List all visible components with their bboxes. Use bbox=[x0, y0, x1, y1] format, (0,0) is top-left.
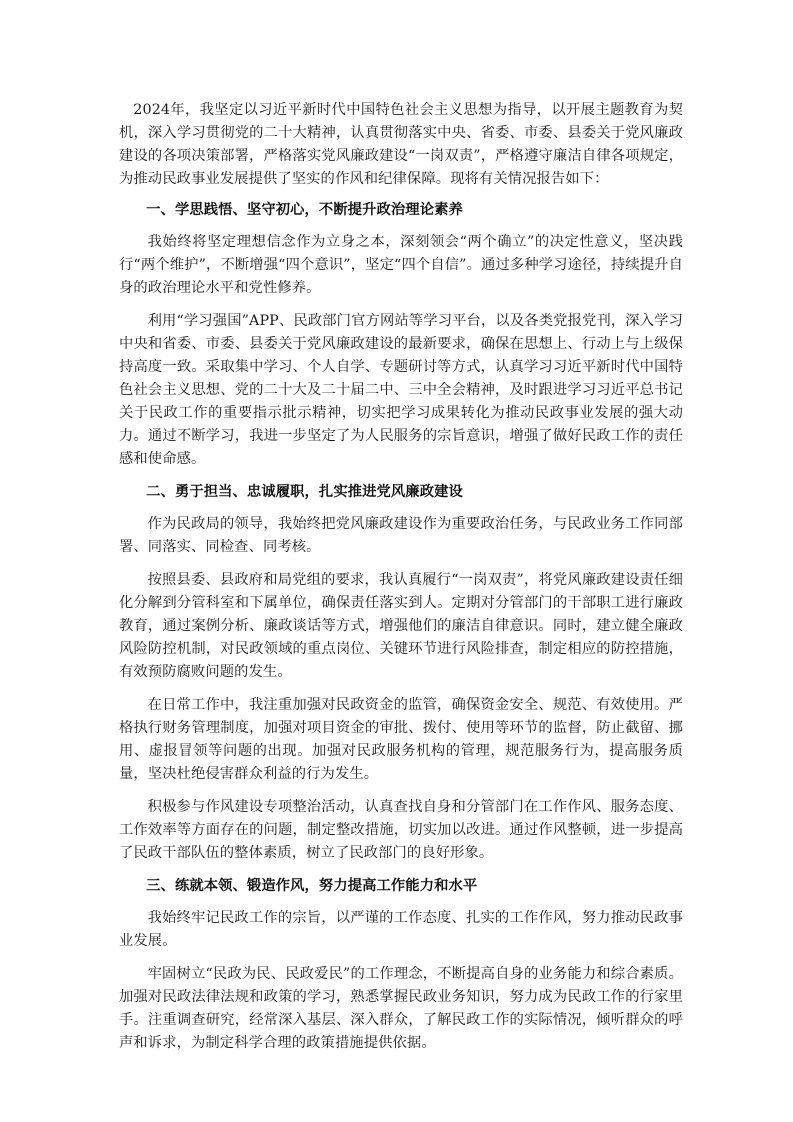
section-1-heading: 一、学思践悟、坚守初心，不断提升政治理论素养 bbox=[146, 202, 463, 218]
report-body bbox=[119, 99, 683, 1065]
section-2-paragraph-3: 在日常工作中，我注重加强对民政资金的监管，确保资金安全、规范、有效使用。严格执行财务管理制度，加强对项目资金的审批、拨付、使用等环节的监督，防止截留、挪用、虚报冒领等问题的出现。加强对民政服务机构的管理，规范服务行为，提高服务质量，坚决杜绝侵害群众利益的行为发生。 bbox=[119, 697, 683, 782]
section-3-paragraph-2: 牢固树立“民政为民、民政爱民”的工作理念，不断提高自身的业务能力和综合素质。加强对民政法律法规和政策的学习，熟悉掌握民政业务知识，努力成为民政工作的行家里手。注重调查研究，经常深入基层、深入群众，了解民政工作的实际情况，倾听群众的呼声和诉求，为制定科学合理的政策措施提供依据。 bbox=[119, 966, 683, 1051]
section-3-heading: 三、练就本领、锻造作风，努力提高工作能力和水平 bbox=[146, 878, 478, 894]
section-1-paragraph-2: 利用“学习强国”APP、民政部门官方网站等学习平台，以及各类党报党刊，深入学习中央和省委、市委、县委关于党风廉政建设的最新要求，确保在思想上、行动上与上级保持高度一致。采取集中学习、个人自学、专题研讨等方式，认真学习习近平新时代中国特色社会主义思想、党的二十大及二十届二中、三中全会精神，及时跟进学习习近平总书记关于民政工作的重要指示批示精神，切实把学习成果转化为推动民政事业发展的强大动力。通过不断学习，我进一步坚定了为人民服务的宗旨意识，增强了做好民政工作的责任感和使命感。 bbox=[119, 313, 683, 467]
section-2-heading: 二、勇于担当、忠诚履职，扎实推进党风廉政建设 bbox=[146, 484, 463, 500]
section-1-paragraph-1: 我始终将坚定理想信念作为立身之本，深刻领会“两个确立”的决定性意义，坚决践行“两个维护”，不断增强“四个意识”，坚定“四个自信”。通过多种学习途径，持续提升自身的政治理论水平和党性修养。 bbox=[119, 234, 683, 296]
section-2-paragraph-1: 作为民政局的领导，我始终把党风廉政建设作为重要政治任务，与民政业务工作同部署、同落实、同检查、同考核。 bbox=[119, 516, 683, 555]
section-2-paragraph-2: 按照县委、县政府和局党组的要求，我认真履行“一岗双责”，将党风廉政建设责任细化分解到分管科室和下属单位，确保责任落实到人。定期对分管部门的干部职工进行廉政教育，通过案例分析、廉政谈话等方式，增强他们的廉洁自律意识。同时，建立健全廉政风险防控机制，对民政领域的重点岗位、关键环节进行风险排查，制定相应的防控措施，有效预防腐败问题的发生。 bbox=[119, 572, 683, 680]
intro-paragraph: 2024年，我坚定以习近平新时代中国特色社会主义思想为指导，以开展主题教育为契机，深入学习贯彻党的二十大精神，认真贯彻落实中央、省委、市委、县委关于党风廉政建设的各项决策部署，严格落实党风廉政建设“一岗双责”，严格遵守廉洁自律各项规定，为推动民政事业发展提供了坚实的作风和纪律保障。现将有关情况报告如下： bbox=[119, 102, 683, 187]
section-3-paragraph-1: 我始终牢记民政工作的宗旨，以严谨的工作态度、扎实的工作作风，努力推动民政事业发展。 bbox=[119, 910, 683, 949]
section-2-paragraph-4: 积极参与作风建设专项整治活动，认真查找自身和分管部门在工作作风、服务态度、工作效率等方面存在的问题，制定整改措施，切实加以改进。通过作风整顿，进一步提高了民政干部队伍的整体素质，树立了民政部门的良好形象。 bbox=[119, 799, 683, 861]
